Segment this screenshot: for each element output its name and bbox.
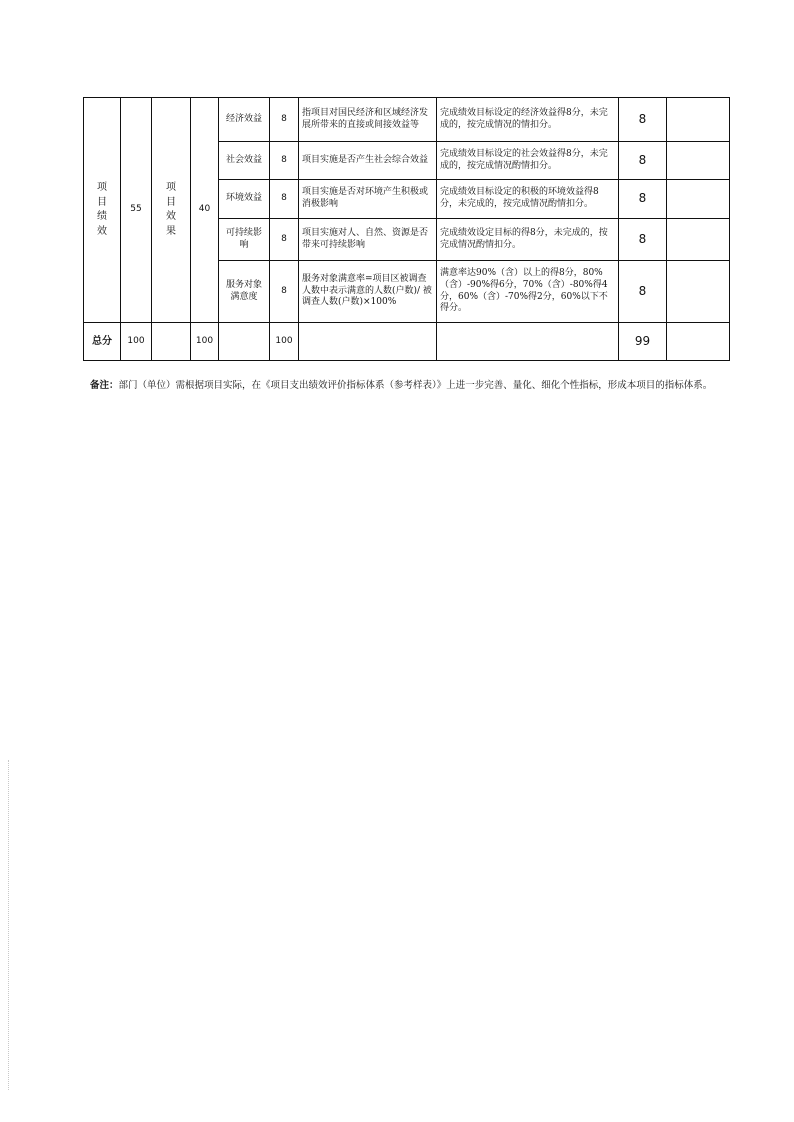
scoring-criteria-cell: 完成绩效目标设定的经济效益得8分，未完成的，按完成情况的情扣分。 (437, 98, 619, 142)
indicator-explanation-cell: 项目实施是否对环境产生积极或消极影响 (299, 180, 437, 219)
table-row (84, 98, 730, 142)
scoring-criteria-cell: 完成绩效目标设定的社会效益得8分，未完成的，按完成情况酌情扣分。 (437, 142, 619, 180)
total-level3-cell (219, 323, 270, 361)
level1-indicator-cell: 项目绩效 (84, 98, 121, 323)
level3-weight-cell: 8 (270, 261, 299, 323)
level3-indicator-cell: 可持续影响 (219, 219, 270, 261)
level3-weight-cell: 8 (270, 98, 299, 142)
score-cell: 8 (619, 98, 667, 142)
total-level2-weight-cell: 100 (191, 323, 219, 361)
note-cell (667, 261, 730, 323)
note-cell (667, 98, 730, 142)
page-edge-mark (8, 760, 10, 1090)
score-cell: 8 (619, 219, 667, 261)
score-cell: 8 (619, 180, 667, 219)
total-explanation-cell (299, 323, 437, 361)
total-weight-cell: 100 (121, 323, 152, 361)
level2-indicator-cell: 项目效果 (152, 98, 191, 323)
footnote-text: 部门（单位）需根据项目实际，在《项目支出绩效评价指标体系（参考样表）》上进一步完善、量化、细化个性指标，形成本项目的指标体系。 (118, 380, 713, 391)
note-cell (667, 142, 730, 180)
total-note-cell (667, 323, 730, 361)
score-cell: 8 (619, 261, 667, 323)
footnote-label: 备注： (90, 380, 119, 391)
level3-indicator-cell: 服务对象满意度 (219, 261, 270, 323)
level3-indicator-cell: 社会效益 (219, 142, 270, 180)
note-cell (667, 180, 730, 219)
level3-indicator-cell: 经济效益 (219, 98, 270, 142)
score-cell: 8 (619, 142, 667, 180)
total-level2-cell (152, 323, 191, 361)
note-cell (667, 219, 730, 261)
scoring-criteria-cell: 完成绩效设定目标的得8分，未完成的，按完成情况酌情扣分。 (437, 219, 619, 261)
level3-indicator-cell: 环境效益 (219, 180, 270, 219)
performance-evaluation-table (83, 97, 730, 361)
footnote (90, 378, 730, 393)
indicator-explanation-cell: 项目实施是否产生社会综合效益 (299, 142, 437, 180)
indicator-explanation-cell: 服务对象满意率=项目区被调查人数中表示满意的人数(户数)/ 被调查人数(户数)×100% (299, 261, 437, 323)
level1-weight-cell: 55 (121, 98, 152, 323)
total-level3-weight-cell: 100 (270, 323, 299, 361)
scoring-criteria-cell: 满意率达90%（含）以上的得8分，80%（含）-90%得6分，70%（含）-80%得4分，60%（含）-70%得2分，60%以下不得分。 (437, 261, 619, 323)
scoring-criteria-cell: 完成绩效目标设定的积极的环境效益得8分，未完成的，按完成情况酌情扣分。 (437, 180, 619, 219)
total-row (84, 323, 730, 361)
total-score-cell: 99 (619, 323, 667, 361)
level3-weight-cell: 8 (270, 180, 299, 219)
total-criteria-cell (437, 323, 619, 361)
level3-weight-cell: 8 (270, 142, 299, 180)
level3-weight-cell: 8 (270, 219, 299, 261)
indicator-explanation-cell: 指项目对国民经济和区域经济发展所带来的直接或间接效益等 (299, 98, 437, 142)
indicator-explanation-cell: 项目实施对人、自然、资源是否带来可持续影响 (299, 219, 437, 261)
total-label-cell: 总分 (84, 323, 121, 361)
level2-weight-cell: 40 (191, 98, 219, 323)
